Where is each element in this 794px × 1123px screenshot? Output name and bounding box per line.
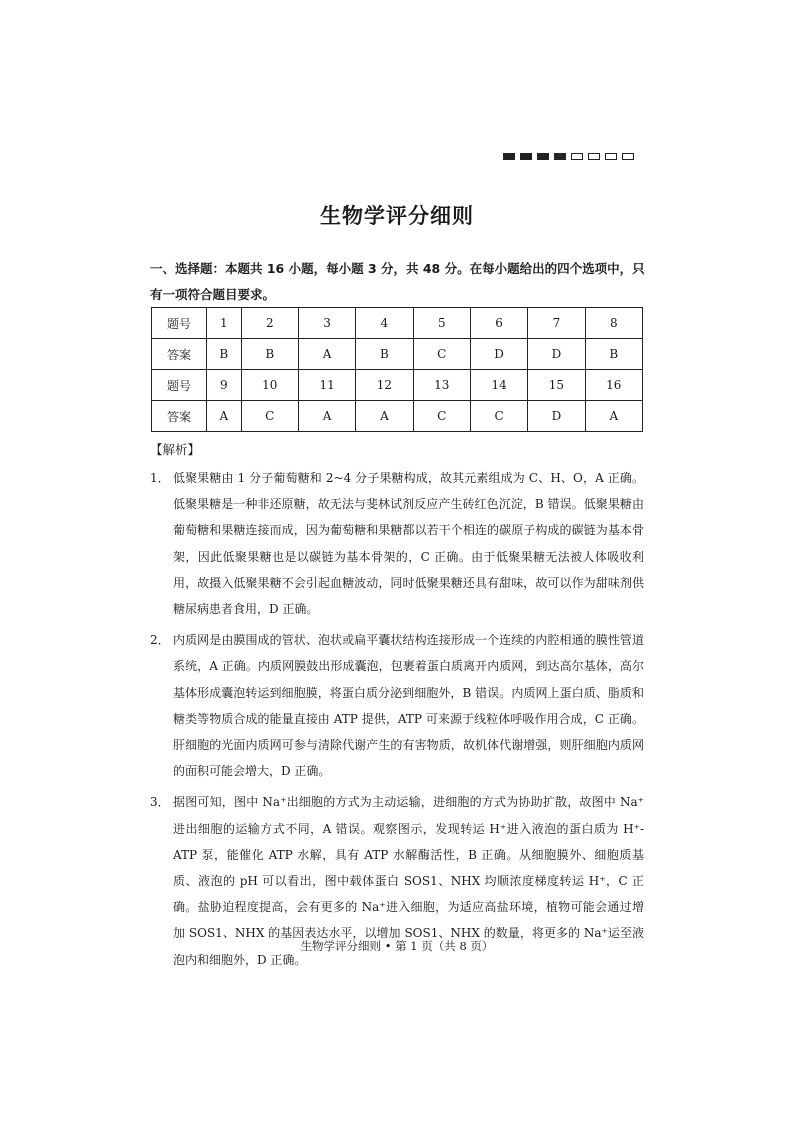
table-cell: C (470, 401, 527, 432)
table-cell: 11 (298, 370, 355, 401)
progress-mark (554, 153, 566, 160)
table-cell: B (241, 339, 298, 370)
row-label: 题号 (152, 370, 207, 401)
item-number: 2． (150, 633, 170, 648)
table-cell: D (528, 401, 585, 432)
progress-mark (605, 153, 617, 160)
progress-mark (622, 153, 634, 160)
row-label: 答案 (152, 339, 207, 370)
item-number: 1． (150, 471, 170, 485)
table-cell: A (298, 401, 355, 432)
progress-mark (503, 153, 515, 160)
table-cell: 14 (470, 370, 527, 401)
item-text: 低聚果糖由 1 分子葡萄糖和 2~4 分子果糖构成，故其元素组成为 C、H、O，A 正确。低聚果糖是一种非还原糖，故无法与斐林试剂反应产生砖红色沉淀，B 错误。低聚果糖由葡萄糖和果糖连接而成，因为葡萄糖和果糖都以若干个相连的碳原子构成的碳链为基本骨架，因此低聚果糖也是以碳链为基本骨架的，C 正确。由于低聚果糖无法被人体吸收利用，故摄入低聚果糖不会引起血糖波动，同时低聚果糖还具有甜味，故可以作为甜味剂供糖尿病患者食用，D 正确。 (173, 471, 644, 617)
table-cell: C (413, 401, 470, 432)
table-cell: A (207, 401, 242, 432)
table-cell: 16 (585, 370, 642, 401)
table-row (152, 370, 643, 401)
table-cell: A (298, 339, 355, 370)
item-number: 3． (150, 795, 170, 810)
table-cell: 12 (356, 370, 413, 401)
item-text: 据图可知，图中 Na⁺出细胞的方式为主动运输，进细胞的方式为协助扩散，故图中 Na⁺进出细胞的运输方式不同，A 错误。观察图示，发现转运 H⁺进入液泡的蛋白质为 H⁺-ATP 泵，能催化 ATP 水解，具有 ATP 水解酶活性，B 正确。从细胞膜外、细胞质基质、液泡的 pH 可以看出，图中载体蛋白 SOS1、NHX 均顺浓度梯度转运 H⁺，C 正确。盐胁迫程度提高，会有更多的 Na⁺进入细胞，为适应高盐环境，植物可能会通过增加 SOS1、NHX 的基因表达水平，以增加 SOS1、NHX 的数量，将更多的 Na⁺运至液泡内和细胞外，D 正确。 (173, 795, 644, 967)
progress-mark (588, 153, 600, 160)
table-cell: D (528, 339, 585, 370)
table-cell: 8 (585, 308, 642, 339)
progress-mark (520, 153, 532, 160)
table-row (152, 401, 643, 432)
row-label: 题号 (152, 308, 207, 339)
table-cell: B (356, 339, 413, 370)
table-cell: 9 (207, 370, 242, 401)
explanation-item (150, 627, 644, 784)
table-cell: 10 (241, 370, 298, 401)
table-cell: A (585, 401, 642, 432)
table-cell: 5 (413, 308, 470, 339)
table-cell: 13 (413, 370, 470, 401)
table-cell: A (356, 401, 413, 432)
table-cell: 15 (528, 370, 585, 401)
table-cell: B (207, 339, 242, 370)
progress-mark (537, 153, 549, 160)
table-cell: 1 (207, 308, 242, 339)
table-cell: B (585, 339, 642, 370)
table-cell: 4 (356, 308, 413, 339)
progress-mark (571, 153, 583, 160)
table-cell: C (241, 401, 298, 432)
explanation-item (150, 465, 644, 622)
table-cell: 6 (470, 308, 527, 339)
table-cell: C (413, 339, 470, 370)
table-row (152, 339, 643, 370)
analysis-label: 【解析】 (150, 442, 201, 457)
table-cell: D (470, 339, 527, 370)
table-cell: 3 (298, 308, 355, 339)
answer-table (151, 307, 643, 432)
explanation-list (150, 465, 644, 978)
table-row (152, 308, 643, 339)
row-label: 答案 (152, 401, 207, 432)
section-heading: 一、选择题：本题共 16 小题，每小题 3 分，共 48 分。在每小题给出的四个选项中，只有一项符合题目要求。 (150, 261, 645, 302)
page-progress-marks (503, 153, 634, 160)
page-footer: 生物学评分细则 • 第 1 页（共 8 页） (300, 939, 494, 953)
table-cell: 7 (528, 308, 585, 339)
item-text: 内质网是由膜围成的管状、泡状或扁平囊状结构连接形成一个连续的内腔相通的膜性管道系统，A 正确。内质网膜鼓出形成囊泡，包裹着蛋白质离开内质网，到达高尔基体，高尔基体形成囊泡转运到细胞膜，将蛋白质分泌到细胞外，B 错误。内质网上蛋白质、脂质和糖类等物质合成的能量直接由 ATP 提供，ATP 可来源于线粒体呼吸作用合成，C 正确。肝细胞的光面内质网可参与清除代谢产生的有害物质，故机体代谢增强，则肝细胞内质网的面积可能会增大，D 正确。 (173, 633, 644, 779)
page-title: 生物学评分细则 (320, 204, 474, 228)
table-cell: 2 (241, 308, 298, 339)
